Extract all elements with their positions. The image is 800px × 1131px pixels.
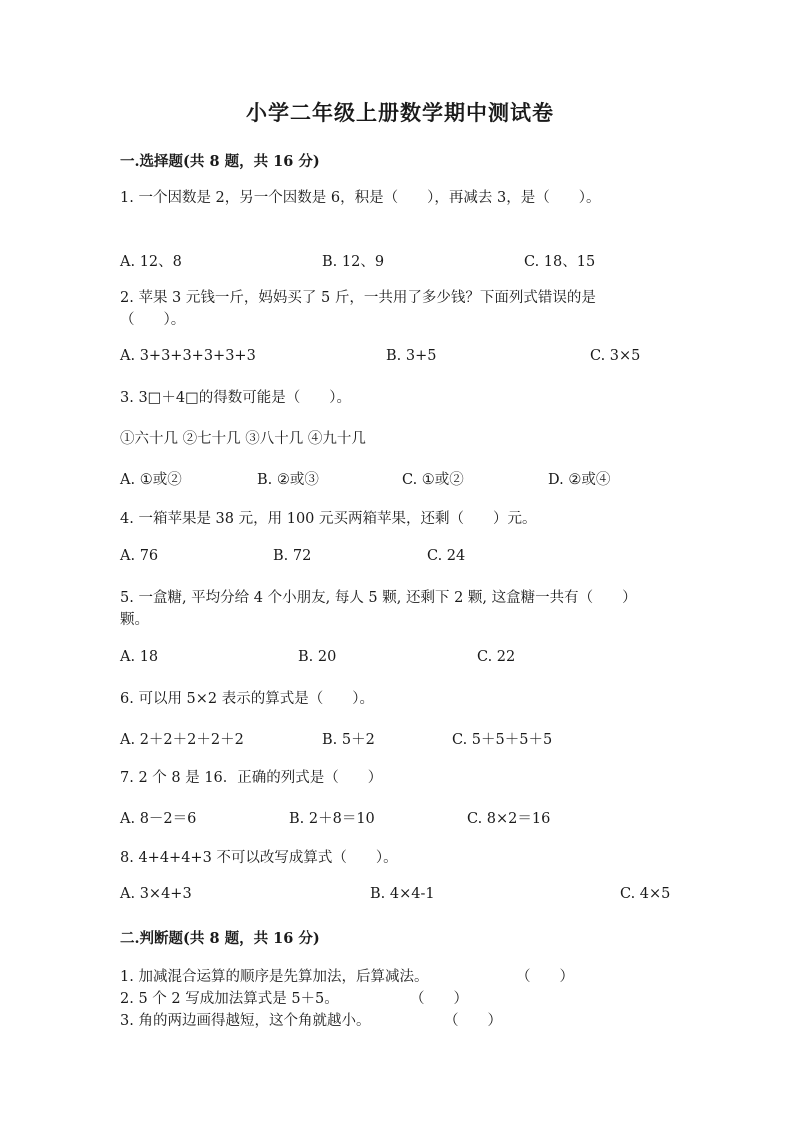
question-5: 5. 一盒糖, 平均分给 4 个小朋友, 每人 5 颗, 还剩下 2 颗, 这盒糖一共有（ ）颗。 bbox=[120, 590, 637, 628]
question-2-option-b: B. 3+5 bbox=[386, 348, 437, 364]
question-3: 3. 3□＋4□的得数可能是（ ）。 bbox=[120, 390, 352, 406]
question-1: 1. 一个因数是 2，另一个因数是 6，积是（ ），再减去 3，是（ ）。 bbox=[120, 190, 601, 206]
question-5-option-a: A. 18 bbox=[120, 649, 159, 665]
question-1-option-b: B. 12、9 bbox=[322, 254, 385, 270]
question-8-option-c: C. 4×5 bbox=[620, 886, 671, 902]
question-7-option-c: C. 8×2＝16 bbox=[467, 811, 551, 827]
question-8-option-b: B. 4×4-1 bbox=[370, 886, 435, 902]
question-3-option-a: A. ①或② bbox=[120, 472, 182, 488]
question-3-choices: ①六十几 ②七十几 ③八十几 ④九十几 bbox=[120, 431, 366, 447]
judgment-1: 1. 加减混合运算的顺序是先算加法，后算减法。 bbox=[120, 969, 429, 985]
judgment-2: 2. 5 个 2 写成加法算式是 5＋5。 bbox=[120, 991, 339, 1007]
question-1-option-c: C. 18、15 bbox=[524, 254, 596, 270]
question-4-option-b: B. 72 bbox=[273, 548, 312, 564]
judgment-3: 3. 角的两边画得越短，这个角就越小。 bbox=[120, 1013, 371, 1029]
question-2-option-c: C. 3×5 bbox=[590, 348, 641, 364]
question-6-option-a: A. 2＋2＋2＋2＋2 bbox=[120, 732, 244, 748]
section-heading-choice: 一.选择题(共 8 题，共 16 分) bbox=[120, 153, 320, 170]
question-8-option-a: A. 3×4+3 bbox=[120, 886, 192, 902]
question-4-option-c: C. 24 bbox=[427, 548, 466, 564]
question-8: 8. 4+4+4+3 不可以改写成算式（ ）。 bbox=[120, 850, 398, 866]
judgment-2-answer-blank: （ ） bbox=[410, 991, 468, 1007]
question-5-option-b: B. 20 bbox=[298, 649, 337, 665]
question-3-option-c: C. ①或② bbox=[402, 472, 464, 488]
question-6-option-c: C. 5＋5＋5＋5 bbox=[452, 732, 553, 748]
question-4: 4. 一箱苹果是 38 元，用 100 元买两箱苹果，还剩（ ）元。 bbox=[120, 511, 537, 527]
question-3-option-d: D. ②或④ bbox=[548, 472, 611, 488]
question-3-option-b: B. ②或③ bbox=[257, 472, 319, 488]
judgment-1-answer-blank: （ ） bbox=[516, 969, 574, 985]
page-title: 小学二年级上册数学期中测试卷 bbox=[246, 100, 554, 125]
question-6: 6. 可以用 5×2 表示的算式是（ ）。 bbox=[120, 691, 375, 707]
question-6-option-b: B. 5＋2 bbox=[322, 732, 375, 748]
question-5-option-c: C. 22 bbox=[477, 649, 516, 665]
question-7-option-a: A. 8－2＝6 bbox=[120, 811, 197, 827]
question-2-option-a: A. 3+3+3+3+3+3 bbox=[120, 348, 256, 364]
section-heading-judgment: 二.判断题(共 8 题，共 16 分) bbox=[120, 930, 320, 947]
question-7-option-b: B. 2＋8＝10 bbox=[289, 811, 375, 827]
question-2: 2. 苹果 3 元钱一斤，妈妈买了 5 斤，一共用了多少钱？下面列式错误的是（ ）。 bbox=[120, 290, 596, 328]
question-4-option-a: A. 76 bbox=[120, 548, 159, 564]
judgment-3-answer-blank: （ ） bbox=[444, 1013, 502, 1029]
question-7: 7. 2 个 8 是 16．正确的列式是（ ） bbox=[120, 770, 383, 786]
question-1-option-a: A. 12、8 bbox=[120, 254, 182, 270]
